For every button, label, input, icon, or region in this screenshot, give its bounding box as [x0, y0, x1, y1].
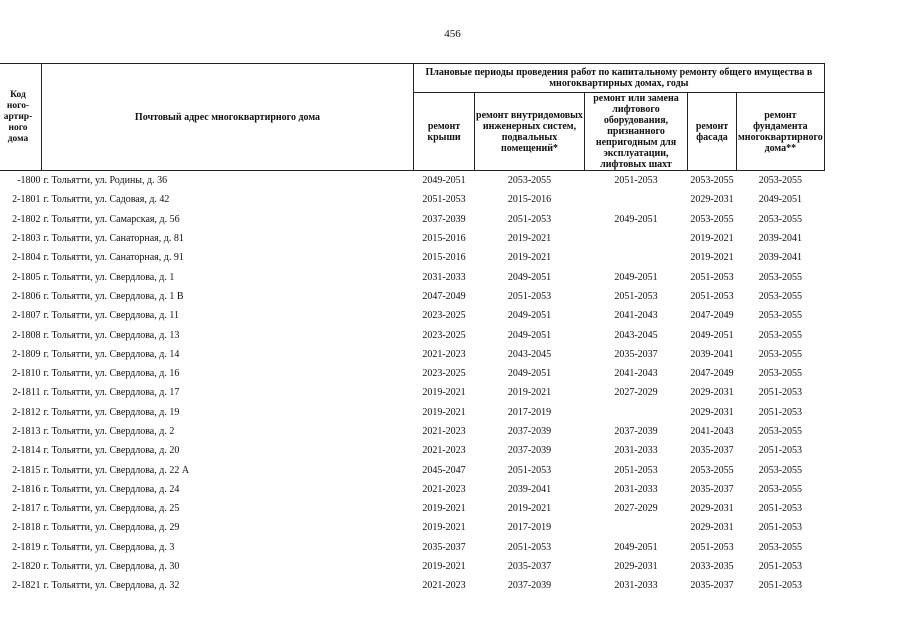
row-roof-period: 2049-2051 [422, 175, 466, 187]
row-facade-period: 2035-2037 [690, 445, 734, 457]
row-address: г. Тольятти, ул. Родины, д. 36 [43, 175, 168, 187]
row-facade-period: 2047-2049 [690, 310, 734, 322]
table-row [0, 325, 824, 344]
row-facade-period: 2049-2051 [690, 329, 734, 341]
table-row [0, 460, 824, 479]
row-engineering-period: 2049-2051 [507, 271, 552, 283]
table-row [0, 229, 824, 248]
row-lift-period: 2035-2037 [614, 348, 658, 360]
row-address: г. Тольятти, ул. Садовая, д. 42 [43, 194, 170, 206]
row-code: 2-1821 [12, 580, 41, 592]
row-lift-period: 2051-2053 [614, 175, 658, 187]
row-roof-period: 2031-2033 [422, 271, 466, 283]
row-foundation-period: 2039-2041 [758, 252, 803, 264]
row-roof-period: 2019-2021 [422, 503, 466, 515]
table-row [0, 557, 824, 576]
row-foundation-period: 2053-2055 [758, 541, 803, 553]
row-foundation-period: 2053-2055 [758, 348, 803, 360]
row-lift-period [585, 248, 688, 267]
row-code: 2-1819 [12, 541, 41, 553]
row-code: 2-1816 [12, 483, 41, 495]
row-facade-period: 2033-2035 [690, 561, 734, 573]
row-facade-period: 2041-2043 [690, 426, 734, 437]
row-engineering-period: 2017-2019 [507, 406, 552, 418]
row-facade-period: 2047-2049 [690, 368, 734, 380]
row-address: г. Тольятти, ул. Свердлова, д. 17 [43, 387, 180, 399]
row-foundation-period: 2053-2055 [758, 175, 803, 187]
row-engineering-period: 2053-2055 [507, 175, 552, 187]
row-engineering-period: 2037-2039 [507, 580, 552, 592]
row-roof-period: 2019-2021 [422, 387, 466, 399]
row-engineering-period: 2037-2039 [507, 445, 552, 457]
row-lift-period: 2029-2031 [614, 561, 658, 573]
table-row [0, 306, 824, 325]
row-roof-period: 2019-2021 [422, 561, 466, 573]
table-row [0, 441, 824, 460]
row-address: г. Тольятти, ул. Свердлова, д. 22 А [43, 464, 190, 476]
row-code: 2-1813 [12, 426, 41, 437]
row-foundation-period: 2051-2053 [758, 445, 803, 457]
row-lift-period: 2031-2033 [614, 445, 658, 457]
row-code: 2-1804 [12, 252, 41, 264]
page-number: 456 [444, 28, 461, 40]
row-foundation-period: 2049-2051 [758, 194, 803, 206]
header-planned-periods: Плановые периоды проведения работ по капитальному ремонту общего имущества в многоквартирных домах, годы [414, 64, 825, 93]
row-roof-period: 2021-2023 [422, 426, 466, 437]
row-code: 2-1808 [12, 329, 41, 341]
row-foundation-period: 2053-2055 [758, 464, 803, 476]
row-code: 2-1801 [12, 194, 41, 206]
row-code: 2-1812 [12, 406, 41, 418]
table-row [0, 538, 824, 557]
row-lift-period [585, 190, 688, 209]
row-roof-period: 2015-2016 [422, 233, 466, 245]
row-lift-period: 2031-2033 [614, 580, 658, 592]
row-facade-period: 2035-2037 [690, 580, 734, 592]
row-code: 2-1810 [12, 368, 41, 380]
header-roof-repair: ремонт крыши [414, 93, 475, 171]
row-foundation-period: 2053-2055 [758, 213, 803, 225]
row-lift-period: 2049-2051 [614, 541, 658, 553]
header-foundation-repair: ремонт фундамента многоквартирного дома** [737, 93, 825, 171]
table-row [0, 576, 824, 595]
row-lift-period: 2027-2029 [614, 387, 658, 399]
row-address: г. Тольятти, ул. Свердлова, д. 29 [43, 522, 180, 534]
row-roof-period: 2023-2025 [422, 368, 466, 380]
row-code: 2-1803 [12, 233, 41, 245]
row-engineering-period: 2035-2037 [507, 561, 552, 573]
table-header [0, 64, 824, 171]
row-engineering-period: 2019-2021 [507, 233, 552, 245]
row-engineering-period: 2051-2053 [507, 541, 552, 553]
row-engineering-period: 2043-2045 [507, 348, 552, 360]
row-foundation-period: 2051-2053 [758, 580, 803, 592]
row-code: 2-1811 [12, 387, 41, 399]
header-lift-equipment: ремонт или замена лифтового оборудования, признанного непригодным для эксплуатации, лифтовых шахт [585, 93, 688, 171]
row-facade-period: 2051-2053 [690, 271, 734, 283]
row-lift-period: 2043-2045 [614, 329, 658, 341]
table-row [0, 267, 824, 286]
row-facade-period: 2053-2055 [690, 464, 734, 476]
row-code: 2-1818 [12, 522, 41, 534]
row-lift-period: 2031-2033 [614, 483, 658, 495]
row-foundation-period: 2051-2053 [758, 387, 803, 399]
row-lift-period [585, 518, 688, 537]
row-foundation-period: 2053-2055 [758, 310, 803, 322]
row-lift-period: 2051-2053 [614, 464, 658, 476]
row-code: 2-1807 [12, 310, 41, 322]
header-engineering-systems: ремонт внутридомовых инженерных систем, подвальных помещений* [475, 93, 585, 171]
row-engineering-period: 2049-2051 [507, 310, 552, 322]
header-code-text: Код ного- артир- ного дома [3, 89, 33, 144]
row-roof-period: 2035-2037 [422, 541, 466, 553]
row-foundation-period: 2053-2055 [758, 483, 803, 495]
row-facade-period: 2051-2053 [690, 290, 734, 302]
row-code: 2-1805 [12, 271, 41, 283]
table-row [0, 248, 824, 267]
row-address: г. Тольятти, ул. Свердлова, д. 24 [43, 483, 180, 495]
row-address: г. Тольятти, ул. Самарская, д. 56 [43, 213, 180, 225]
row-roof-period: 2047-2049 [422, 290, 466, 302]
row-roof-period: 2051-2053 [422, 194, 466, 206]
row-roof-period: 2021-2023 [422, 348, 466, 360]
row-foundation-period: 2051-2053 [758, 406, 803, 418]
row-engineering-period: 2019-2021 [507, 252, 552, 264]
row-address: г. Тольятти, ул. Свердлова, д. 20 [43, 445, 180, 457]
table-row [0, 480, 824, 499]
table-row [0, 383, 824, 402]
table-row [0, 364, 824, 383]
row-address: г. Тольятти, ул. Свердлова, д. 16 [43, 368, 180, 380]
row-facade-period: 2035-2037 [690, 483, 734, 495]
table-row [0, 171, 824, 191]
row-address: г. Тольятти, ул. Санаторная, д. 81 [43, 233, 184, 245]
table-row [0, 422, 824, 441]
row-foundation-period: 2053-2055 [758, 290, 803, 302]
row-address: г. Тольятти, ул. Свердлова, д. 19 [43, 406, 180, 418]
row-lift-period: 2041-2043 [614, 368, 658, 380]
row-facade-period: 2029-2031 [690, 522, 734, 534]
row-foundation-period: 2053-2055 [758, 426, 803, 437]
table-row [0, 345, 824, 364]
row-foundation-period: 2051-2053 [758, 561, 803, 573]
row-lift-period: 2051-2053 [614, 290, 658, 302]
row-code: 2-1806 [12, 290, 41, 302]
table-row [0, 190, 824, 209]
row-address: г. Тольятти, ул. Свердлова, д. 30 [43, 561, 180, 573]
row-roof-period: 2019-2021 [422, 406, 466, 418]
table-row [0, 287, 824, 306]
row-foundation-period: 2053-2055 [758, 271, 803, 283]
row-facade-period: 2039-2041 [690, 348, 734, 360]
row-foundation-period: 2053-2055 [758, 329, 803, 341]
row-address: г. Тольятти, ул. Свердлова, д. 11 [43, 310, 179, 322]
header-address: Почтовый адрес многоквартирного дома [42, 64, 414, 171]
row-foundation-period: 2053-2055 [758, 368, 803, 380]
row-roof-period: 2023-2025 [422, 329, 466, 341]
row-engineering-period: 2051-2053 [507, 464, 552, 476]
row-lift-period: 2049-2051 [614, 271, 658, 283]
table-row [0, 403, 824, 422]
row-facade-period: 2029-2031 [690, 194, 734, 206]
row-facade-period: 2019-2021 [690, 252, 734, 264]
row-facade-period: 2053-2055 [690, 175, 734, 187]
row-address: г. Тольятти, ул. Свердлова, д. 13 [43, 329, 180, 341]
row-engineering-period: 2049-2051 [507, 329, 552, 341]
row-address: г. Тольятти, ул. Свердлова, д. 14 [43, 348, 180, 360]
row-roof-period: 2045-2047 [422, 464, 466, 476]
row-engineering-period: 2051-2053 [507, 213, 552, 225]
row-code: -1800 [17, 175, 41, 187]
row-engineering-period: 2037-2039 [507, 426, 552, 437]
header-facade-repair: ремонт фасада [688, 93, 737, 171]
row-facade-period: 2051-2053 [690, 541, 734, 553]
row-address: г. Тольятти, ул. Свердлова, д. 3 [43, 541, 175, 553]
row-lift-period: 2041-2043 [614, 310, 658, 322]
row-code: 2-1802 [12, 213, 41, 225]
row-foundation-period: 2051-2053 [758, 522, 803, 534]
row-facade-period: 2029-2031 [690, 503, 734, 515]
row-roof-period: 2019-2021 [422, 522, 466, 534]
row-address: г. Тольятти, ул. Свердлова, д. 25 [43, 503, 180, 515]
row-facade-period: 2019-2021 [690, 233, 734, 245]
row-engineering-period: 2019-2021 [507, 503, 552, 515]
row-lift-period [585, 229, 688, 248]
row-roof-period: 2037-2039 [422, 213, 466, 225]
row-code: 2-1817 [12, 503, 41, 515]
row-roof-period: 2023-2025 [422, 310, 466, 322]
row-engineering-period: 2049-2051 [507, 368, 552, 380]
row-code: 2-1820 [12, 561, 41, 573]
row-address: г. Тольятти, ул. Санаторная, д. 91 [43, 252, 184, 264]
row-lift-period: 2049-2051 [614, 213, 658, 225]
row-code: 2-1815 [12, 464, 41, 476]
row-facade-period: 2029-2031 [690, 406, 734, 418]
table-row [0, 499, 824, 518]
row-roof-period: 2015-2016 [422, 252, 466, 264]
row-roof-period: 2021-2023 [422, 580, 466, 592]
row-address: г. Тольятти, ул. Свердлова, д. 32 [43, 580, 180, 592]
row-address: г. Тольятти, ул. Свердлова, д. 1 В [43, 290, 184, 302]
row-code: 2-1809 [12, 348, 41, 360]
row-facade-period: 2029-2031 [690, 387, 734, 399]
header-code [0, 64, 42, 171]
row-code: 2-1814 [12, 445, 41, 457]
row-foundation-period: 2039-2041 [758, 233, 803, 245]
capital-repair-schedule-table [0, 63, 825, 596]
row-roof-period: 2021-2023 [422, 445, 466, 457]
row-address: г. Тольятти, ул. Свердлова, д. 2 [43, 426, 175, 437]
table-body [0, 171, 824, 596]
row-facade-period: 2053-2055 [690, 213, 734, 225]
row-roof-period: 2021-2023 [422, 483, 466, 495]
row-lift-period [585, 403, 688, 422]
row-engineering-period: 2017-2019 [507, 522, 552, 534]
table-row [0, 518, 824, 537]
row-engineering-period: 2039-2041 [507, 483, 552, 495]
row-foundation-period: 2051-2053 [758, 503, 803, 515]
row-engineering-period: 2019-2021 [507, 387, 552, 399]
row-engineering-period: 2051-2053 [507, 290, 552, 302]
row-engineering-period: 2015-2016 [507, 194, 552, 206]
row-lift-period: 2027-2029 [614, 503, 658, 515]
row-lift-period: 2037-2039 [614, 426, 658, 437]
row-address: г. Тольятти, ул. Свердлова, д. 1 [43, 271, 175, 283]
table-row [0, 210, 824, 229]
